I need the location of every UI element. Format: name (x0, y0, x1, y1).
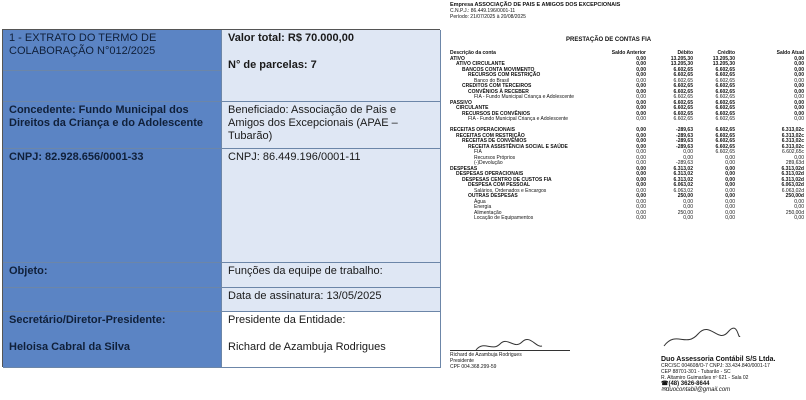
row-debito: 250,00 (677, 209, 693, 216)
table-body (448, 56, 806, 221)
row-saldo-atual: 0,00 (794, 215, 804, 221)
row-descricao: RECEITAS OPERACIONAIS (450, 127, 515, 133)
row-descricao: OUTRAS DESPESAS (468, 193, 518, 199)
row-saldo-anterior: 0,00 (636, 116, 646, 122)
row-descricao: CIRCULANTE (456, 105, 489, 111)
row-saldo-anterior: 0,00 (636, 61, 646, 67)
empresa: Empresa ASSOCIAÇÃO DE PAIS E AMIGOS DOS EXCEPCIONAIS (450, 2, 621, 8)
row-saldo-anterior: 0,00 (636, 160, 646, 166)
row-credito: 0,00 (725, 171, 735, 177)
row-debito: 0,00 (683, 149, 693, 155)
row-saldo-anterior: 0,00 (636, 66, 646, 73)
row-saldo-atual: 0,00 (794, 88, 804, 95)
funcoes-label: Funções da equipe de trabalho: (228, 265, 383, 277)
row-saldo-atual: 0,00 (794, 61, 804, 67)
row-debito: 6.602,65 (673, 99, 693, 106)
assinatura-cpf: CPF 004.368.299-59 (450, 364, 497, 370)
row-descricao: DESPESAS (450, 165, 478, 172)
row-debito: 6.602,65 (673, 116, 693, 122)
row-descricao: FIA (474, 149, 482, 155)
row-descricao: ATIVO CIRCULANTE (456, 61, 505, 67)
header-descricao: Descrição da conta (450, 50, 496, 56)
row-debito: 6.313,02 (673, 171, 693, 177)
row-descricao: ATIVO (450, 55, 465, 62)
row-descricao: FIA - Fundo Municipal Criança e Adolescente (468, 116, 569, 122)
row-saldo-atual: 0,00 (794, 99, 804, 106)
beneficiado: Beneficiado: Associação de Pais e Amigos dos Excepcionais (APAE – Tubarão) (222, 102, 441, 149)
row-debito: 6.602,65 (673, 66, 693, 73)
row-credito: 6.602,65 (715, 116, 735, 122)
row-saldo-anterior: 0,00 (636, 138, 646, 144)
row-saldo-anterior: 0,00 (636, 94, 646, 100)
row-saldo-atual: 0,00 (794, 204, 804, 210)
secretario-nome: Heloisa Cabral da Silva (9, 341, 131, 353)
prestacao-contas-page (448, 0, 806, 400)
row-credito: 6.602,65 (715, 138, 735, 144)
concedente: Concedente: Fundo Municipal dos Direitos da Criança e do Adolescente (3, 102, 222, 149)
row-descricao: DESPESAS OPERACIONAIS (456, 171, 524, 177)
cnpj-empresa: C.N.P.J.: 86.449.196/0001-11 (450, 8, 516, 14)
row-saldo-atual: 0,00 (794, 72, 804, 78)
row-debito: -289,63 (676, 143, 693, 150)
row-credito: 0,00 (725, 209, 735, 216)
row-saldo-anterior: 0,00 (636, 171, 646, 177)
row-debito: 13.205,30 (670, 55, 693, 62)
contab-email: ✉duocontabil@gmail.com (661, 387, 731, 393)
objeto-label: Objeto: (9, 265, 48, 277)
row-saldo-anterior: 0,00 (636, 154, 646, 161)
row-debito: 6.602,65 (673, 72, 693, 78)
row-saldo-atual: 6.063,02d (781, 182, 804, 188)
row-credito: 0,00 (725, 154, 735, 161)
row-debito: 6.602,65 (673, 105, 693, 111)
row-saldo-anterior: 0,00 (636, 182, 646, 188)
row-descricao: (-)Devolução (474, 160, 503, 166)
row-saldo-atual: 0,00 (794, 83, 804, 89)
row-credito: 0,00 (725, 215, 735, 221)
row-debito: 0,00 (683, 198, 693, 205)
secretario-cell (3, 312, 222, 368)
row-saldo-atual: 250,00d (785, 209, 804, 216)
row-credito: 0,00 (725, 160, 735, 166)
row-credito: 6.602,65 (715, 127, 735, 133)
row-debito: -289,63 (676, 138, 693, 144)
row-saldo-anterior: 0,00 (636, 149, 646, 155)
row-debito: 6.063,02 (673, 182, 693, 188)
row-descricao: BANCOS CONTA MOVIMENTO (462, 66, 535, 73)
row-descricao: Locação de Equipamentos (474, 215, 534, 221)
row-credito: 0,00 (725, 193, 735, 199)
row-saldo-anterior: 0,00 (636, 77, 646, 84)
row-descricao: Recursos Próprios (474, 154, 516, 161)
presidente-nome: Richard de Azambuja Rodrigues (228, 341, 386, 353)
row-saldo-atual: 0,00 (794, 94, 804, 100)
row-credito: 6.602,65 (715, 66, 735, 73)
row-descricao: RECEITAS COM RESTRIÇÃO (456, 132, 525, 139)
cnpj-beneficiado: CNPJ: 86.449.196/0001-11 (222, 149, 441, 263)
row-saldo-atual: 6.313,02c (781, 138, 804, 144)
row-descricao: PASSIVO (450, 99, 472, 106)
row-saldo-atual: 0,00 (794, 77, 804, 84)
row-saldo-atual: 0,00 (794, 116, 804, 122)
row-debito: 6.602,65 (673, 110, 693, 117)
header-credito: Crédito (717, 50, 735, 56)
row-saldo-anterior: 0,00 (636, 105, 646, 111)
row-saldo-anterior: 0,00 (636, 204, 646, 210)
row-descricao: Água (474, 198, 486, 205)
row-credito: 0,00 (725, 182, 735, 188)
row-credito: 6.602,65 (715, 72, 735, 78)
row-saldo-atual: 0,00 (794, 110, 804, 117)
row-credito: 6.602,65 (715, 99, 735, 106)
row-debito: 13.205,30 (670, 61, 693, 67)
row-debito: 6.313,02 (673, 176, 693, 183)
data-assinatura: Data de assinatura: 13/05/2025 (222, 288, 441, 312)
contab-cep: CEP 88701-301 - Tubarão - SC (661, 369, 731, 375)
assinatura-nome: Richard de Azambuja Rodrigues (450, 352, 522, 358)
row-credito: 6.602,65 (715, 83, 735, 89)
contab-nome: Duo Assessoria Contábil S/S Ltda. (661, 356, 776, 363)
row-descricao: Energia (474, 204, 492, 210)
row-descricao: CONVÊNIOS À RECEBER (468, 88, 529, 95)
row-saldo-anterior: 0,00 (636, 88, 646, 95)
row-saldo-atual: 0,00 (794, 198, 804, 205)
presidente-label: Presidente da Entidade: (228, 314, 346, 326)
row-descricao: RECURSOS DE CONVÊNIOS (462, 110, 531, 117)
row-saldo-atual: 0,00 (794, 55, 804, 62)
contab-endereco: R. Altamiro Guimarães nº 621 - Sala 02 (661, 375, 749, 381)
row-credito: 6.602,65 (715, 110, 735, 117)
periodo: Período: 21/07/2025 à 20/08/2025 (450, 14, 526, 20)
contab-crc: CRC/SC 004608/O-7 CNPJ: 33.434.840/0001-17 (661, 363, 770, 369)
row-descricao: DESPESA COM PESSOAL (468, 182, 531, 188)
row-credito: 6.602,65 (715, 77, 735, 84)
row-saldo-atual: 6.313,02c (781, 143, 804, 150)
accounts-table (448, 50, 806, 221)
accountant-signature-scribble (662, 326, 742, 350)
row-credito: 6.602,65 (715, 105, 735, 111)
row-saldo-atual: 6.602,65c (782, 149, 804, 155)
row-credito: 6.602,65 (715, 132, 735, 139)
row-descricao: DESPESAS CENTRO DE CUSTOS FIA (462, 176, 552, 183)
row-descricao: FIA - Fundo Municipal Criança e Adolescente (474, 94, 575, 100)
row-saldo-atual: 0,00 (794, 154, 804, 161)
row-descricao: Alimentação (474, 209, 502, 216)
row-debito: 250,00 (677, 193, 693, 199)
numero-parcelas: N° de parcelas: 7 (228, 59, 317, 71)
row-debito: 0,00 (683, 154, 693, 161)
row-credito: 6.602,65 (715, 94, 735, 100)
blank-cell (3, 288, 222, 312)
presidente-cell (222, 312, 441, 368)
blank-cell (3, 71, 222, 102)
row-descricao: CREDITOS COM TERCEIROS (462, 83, 532, 89)
row-descricao: RECEITAS DE CONVÊNIOS (462, 138, 527, 144)
row-debito: 6.602,65 (673, 94, 693, 100)
extrato-table (2, 29, 440, 367)
row-descricao: RECEITA ASSISTÊNCIA SOCIAL E SAÚDE (468, 143, 568, 150)
header-debito: Débito (677, 50, 693, 56)
row-saldo-anterior: 0,00 (636, 187, 646, 194)
row-saldo-anterior: 0,00 (636, 198, 646, 205)
row-debito: 0,00 (683, 215, 693, 221)
row-credito: 6.602,65 (715, 143, 735, 150)
row-saldo-anterior: 0,00 (636, 55, 646, 62)
report-title: PRESTAÇÃO DE CONTAS FIA (566, 37, 652, 43)
row-debito: 6.602,65 (673, 83, 693, 89)
row-saldo-anterior: 0,00 (636, 165, 646, 172)
row-debito: 6.063,02 (673, 187, 693, 194)
row-saldo-anterior: 0,00 (636, 127, 646, 133)
accountant-stamp (661, 357, 776, 393)
contab-telefone: ☎(48) 3626-8644 (661, 381, 710, 387)
row-credito: 13.205,30 (712, 61, 735, 67)
row-debito: -289,63 (676, 127, 693, 133)
funcoes-cell (222, 263, 441, 288)
cnpj-concedente: CNPJ: 82.928.656/0001-33 (3, 149, 222, 263)
header-saldo-anterior: Saldo Anterior (611, 50, 646, 56)
row-saldo-atual: 0,00 (794, 66, 804, 73)
row-credito: 6.602,65 (715, 149, 735, 155)
row-saldo-atual: 6.313,02c (781, 127, 804, 133)
row-saldo-atual: 6.313,02d (781, 176, 804, 183)
row-credito: 0,00 (725, 204, 735, 210)
row-descricao: RECURSOS COM RESTRIÇÃO (468, 72, 541, 78)
row-descricao: Banco do Brasil (474, 77, 510, 84)
signature-block (450, 352, 522, 370)
header-saldo-atual: Saldo Atual (776, 50, 804, 56)
row-saldo-atual: 6.313,02d (781, 171, 804, 177)
extrato-title: 1 - EXTRATO DO TERMO DE COLABORAÇÃO N°012/2025 (3, 30, 222, 71)
row-saldo-atual: 6.313,02c (781, 132, 804, 139)
objeto-cell (3, 263, 222, 288)
row-saldo-anterior: 0,00 (636, 176, 646, 183)
row-saldo-anterior: 0,00 (636, 83, 646, 89)
row-saldo-anterior: 0,00 (636, 99, 646, 106)
row-debito: 6.313,02 (673, 165, 693, 172)
row-saldo-anterior: 0,00 (636, 215, 646, 221)
row-saldo-anterior: 0,00 (636, 193, 646, 199)
row-credito: 0,00 (725, 187, 735, 194)
row-saldo-atual: 6.063,02d (781, 187, 804, 194)
row-saldo-atual: 6.313,02d (781, 165, 804, 172)
row-saldo-atual: 0,00 (794, 105, 804, 111)
row-credito: 0,00 (725, 198, 735, 205)
row-debito: -289,63 (676, 132, 693, 139)
row-saldo-anterior: 0,00 (636, 132, 646, 139)
row-saldo-atual: 250,00d (785, 193, 804, 199)
row-saldo-anterior: 0,00 (636, 209, 646, 216)
row-debito: 0,00 (683, 204, 693, 210)
row-saldo-anterior: 0,00 (636, 72, 646, 78)
assinatura-cargo: Presidente (450, 358, 474, 364)
valor-cell (222, 30, 441, 102)
row-descricao: Salários, Ordenados e Encargos (474, 187, 547, 194)
valor-total: Valor total: R$ 70.000,00 (228, 32, 354, 44)
row-saldo-atual: 289,63d (785, 160, 804, 166)
row-debito: 6.602,65 (673, 88, 693, 95)
row-credito: 0,00 (725, 176, 735, 183)
row-debito: -289,63 (676, 160, 693, 166)
secretario-label: Secretário/Diretor-Presidente: (9, 314, 166, 326)
row-saldo-anterior: 0,00 (636, 110, 646, 117)
row-debito: 6.602,65 (673, 77, 693, 84)
row-credito: 13.205,30 (712, 55, 735, 62)
row-saldo-anterior: 0,00 (636, 143, 646, 150)
row-credito: 0,00 (725, 165, 735, 172)
table-row (448, 215, 806, 221)
row-credito: 6.602,65 (715, 88, 735, 95)
